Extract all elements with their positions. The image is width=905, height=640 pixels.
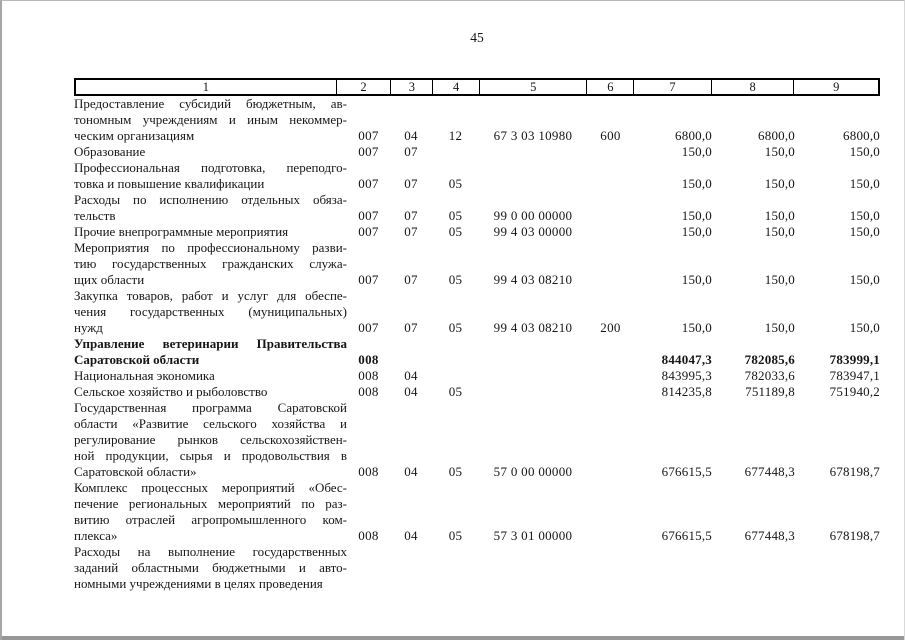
row-cell-c4: 05 bbox=[448, 464, 463, 479]
row-cell-c8: 150,0 bbox=[764, 208, 795, 223]
row-cell-c5 bbox=[479, 384, 587, 400]
row-cell-c4: 05 bbox=[448, 176, 463, 191]
row-cell-c3: 04 bbox=[404, 464, 418, 479]
row-cell-c7: 676615,5 bbox=[661, 528, 712, 543]
row-cell-c6 bbox=[587, 240, 634, 288]
row-cell-c9: 678198,7 bbox=[829, 464, 880, 479]
row-cell-c9 bbox=[795, 544, 880, 592]
row-title-cell bbox=[74, 544, 347, 592]
row-cell-c9: 783947,1 bbox=[829, 368, 880, 383]
row-cell-c6 bbox=[587, 400, 634, 480]
table-row bbox=[74, 384, 880, 400]
table-row bbox=[74, 240, 880, 288]
row-title-cell bbox=[74, 240, 347, 288]
row-cell-c3: 07 bbox=[404, 320, 418, 335]
row-cell-c2: 007 bbox=[358, 128, 379, 143]
row-cell-c2: 008 bbox=[358, 464, 379, 479]
table-row bbox=[74, 400, 880, 480]
row-cell-c2: 008 bbox=[358, 384, 379, 399]
row-cell-c4 bbox=[432, 544, 479, 592]
row-cell-c4 bbox=[432, 336, 479, 368]
table-row bbox=[74, 160, 880, 192]
row-title-line: Управление ветеринарии Правительства bbox=[74, 336, 347, 351]
row-cell-c2 bbox=[347, 544, 390, 592]
row-cell-c2: 007 bbox=[358, 272, 379, 287]
row-cell-c5: 57 0 00 00000 bbox=[493, 464, 573, 479]
row-cell-c7: 844047,3 bbox=[661, 352, 712, 367]
header-cell-5: 5 bbox=[479, 80, 586, 94]
row-title-cell bbox=[74, 400, 347, 480]
row-title-line: щих области bbox=[74, 272, 145, 287]
row-title-line: Саратовской области bbox=[74, 352, 200, 367]
row-cell-c4: 05 bbox=[448, 384, 463, 399]
row-cell-c9: 150,0 bbox=[849, 272, 880, 287]
table-row bbox=[74, 336, 880, 368]
table-body-table bbox=[74, 96, 880, 592]
table-body bbox=[74, 96, 880, 592]
row-cell-c5: 99 4 03 00000 bbox=[493, 224, 573, 239]
row-cell-c8: 150,0 bbox=[764, 320, 795, 335]
row-cell-c8: 150,0 bbox=[764, 144, 795, 159]
row-cell-c2: 008 bbox=[358, 368, 379, 383]
row-title-line: печение региональных мероприятий по раз- bbox=[74, 496, 347, 511]
row-title-line: плекса» bbox=[74, 528, 118, 543]
row-cell-c5 bbox=[479, 544, 587, 592]
row-cell-c8 bbox=[712, 544, 795, 592]
row-title-cell bbox=[74, 384, 347, 400]
row-cell-c3 bbox=[390, 544, 432, 592]
row-title-line: витию отраслей агропромышленного ком- bbox=[74, 512, 347, 527]
row-cell-c5: 99 4 03 08210 bbox=[493, 320, 573, 335]
row-title-line: тельств bbox=[74, 208, 116, 223]
row-cell-c4 bbox=[432, 144, 479, 160]
header-cell-6: 6 bbox=[586, 80, 633, 94]
table-row bbox=[74, 96, 880, 144]
row-title-cell bbox=[74, 480, 347, 544]
header-cell-4: 4 bbox=[432, 80, 479, 94]
row-title-line: ной продукции, сырья и продовольствия в bbox=[74, 448, 347, 463]
row-cell-c4: 05 bbox=[448, 272, 463, 287]
row-title-cell bbox=[74, 336, 347, 368]
row-cell-c6 bbox=[587, 160, 634, 192]
row-cell-c7: 150,0 bbox=[681, 320, 712, 335]
row-cell-c3: 07 bbox=[404, 208, 418, 223]
row-cell-c8: 677448,3 bbox=[744, 464, 795, 479]
row-cell-c6: 200 bbox=[600, 320, 621, 335]
row-title-line: товка и повышение квалификации bbox=[74, 176, 265, 191]
row-cell-c6 bbox=[587, 544, 634, 592]
row-cell-c7: 150,0 bbox=[681, 272, 712, 287]
row-cell-c5 bbox=[479, 144, 587, 160]
row-cell-c4 bbox=[432, 368, 479, 384]
row-title-line: Национальная экономика bbox=[74, 368, 215, 383]
row-cell-c7: 150,0 bbox=[681, 224, 712, 239]
row-cell-c6 bbox=[587, 368, 634, 384]
row-cell-c4: 05 bbox=[448, 528, 463, 543]
row-cell-c8: 6800,0 bbox=[758, 128, 795, 143]
table-row bbox=[74, 288, 880, 336]
row-cell-c2: 007 bbox=[358, 144, 379, 159]
row-cell-c9: 783999,1 bbox=[829, 352, 880, 367]
row-title-cell bbox=[74, 224, 347, 240]
row-title-line: чения государственных (муниципальных) bbox=[74, 304, 347, 319]
row-cell-c3: 04 bbox=[404, 128, 418, 143]
row-cell-c9: 678198,7 bbox=[829, 528, 880, 543]
row-cell-c5 bbox=[479, 160, 587, 192]
row-cell-c9: 751940,2 bbox=[829, 384, 880, 399]
budget-table bbox=[74, 78, 880, 592]
row-cell-c5: 99 0 00 00000 bbox=[493, 208, 573, 223]
row-cell-c3: 07 bbox=[404, 272, 418, 287]
table-header bbox=[74, 78, 880, 96]
row-cell-c2: 008 bbox=[358, 352, 379, 367]
table-row bbox=[74, 480, 880, 544]
row-cell-c6 bbox=[587, 192, 634, 224]
row-cell-c6 bbox=[587, 224, 634, 240]
row-cell-c8: 782033,6 bbox=[744, 368, 795, 383]
window-bottom-edge bbox=[2, 636, 904, 640]
row-title-line: тономным учреждениям и иным некоммер- bbox=[74, 112, 347, 127]
header-cell-2: 2 bbox=[336, 80, 391, 94]
row-title-line: Государственная программа Саратовской bbox=[74, 400, 347, 415]
row-cell-c8: 677448,3 bbox=[744, 528, 795, 543]
row-cell-c5: 99 4 03 08210 bbox=[493, 272, 573, 287]
row-title-line: ческим организациям bbox=[74, 128, 195, 143]
row-cell-c9: 150,0 bbox=[849, 176, 880, 191]
header-cell-1: 1 bbox=[202, 79, 209, 94]
row-cell-c5: 67 3 03 10980 bbox=[493, 128, 573, 143]
row-title-cell bbox=[74, 368, 347, 384]
row-cell-c8: 751189,8 bbox=[745, 384, 795, 399]
row-cell-c2: 007 bbox=[358, 320, 379, 335]
row-cell-c4: 05 bbox=[448, 320, 463, 335]
row-title-cell bbox=[74, 192, 347, 224]
row-cell-c6 bbox=[587, 480, 634, 544]
table-row bbox=[74, 144, 880, 160]
row-cell-c3: 07 bbox=[404, 176, 418, 191]
row-title-line: Закупка товаров, работ и услуг для обеспе- bbox=[74, 288, 347, 303]
row-title-line: номными учреждениями в целях проведения bbox=[74, 576, 323, 591]
row-cell-c4: 12 bbox=[448, 128, 463, 143]
row-cell-c7: 814235,8 bbox=[661, 384, 712, 399]
row-cell-c9: 150,0 bbox=[849, 320, 880, 335]
row-title-cell bbox=[74, 96, 347, 144]
row-title-line: Предоставление субсидий бюджетным, ав- bbox=[74, 96, 347, 111]
row-cell-c3 bbox=[390, 336, 432, 368]
row-cell-c5: 57 3 01 00000 bbox=[493, 528, 573, 543]
row-title-line: нужд bbox=[74, 320, 103, 335]
row-cell-c2: 007 bbox=[358, 208, 379, 223]
row-title-cell bbox=[74, 160, 347, 192]
header-cell-7: 7 bbox=[633, 80, 711, 94]
row-cell-c3: 04 bbox=[404, 384, 418, 399]
row-cell-c2: 008 bbox=[358, 528, 379, 543]
row-title-line: области «Развитие сельского хозяйства и bbox=[74, 416, 347, 431]
row-title-line: Прочие внепрограммные мероприятия bbox=[74, 224, 289, 239]
table-row bbox=[74, 544, 880, 592]
row-cell-c7: 150,0 bbox=[681, 176, 712, 191]
row-cell-c8: 782085,6 bbox=[744, 352, 795, 367]
header-cell-9: 9 bbox=[793, 80, 878, 94]
row-cell-c8: 150,0 bbox=[764, 272, 795, 287]
row-title-line: Комплекс процессных мероприятий «Обес- bbox=[74, 480, 347, 495]
row-cell-c9: 150,0 bbox=[849, 144, 880, 159]
row-cell-c6: 600 bbox=[600, 128, 621, 143]
row-title-line: Расходы по исполнению отдельных обяза- bbox=[74, 192, 347, 207]
page-number: 45 bbox=[470, 30, 484, 45]
row-cell-c3: 07 bbox=[404, 144, 418, 159]
row-cell-c7: 843995,3 bbox=[661, 368, 712, 383]
header-cell-3: 3 bbox=[390, 80, 432, 94]
row-cell-c6 bbox=[587, 144, 634, 160]
table-row bbox=[74, 192, 880, 224]
row-cell-c7: 6800,0 bbox=[675, 128, 712, 143]
row-cell-c9: 6800,0 bbox=[843, 128, 880, 143]
row-cell-c3: 04 bbox=[404, 528, 418, 543]
row-cell-c3: 04 bbox=[404, 368, 418, 383]
row-cell-c6 bbox=[587, 384, 634, 400]
row-cell-c3: 07 bbox=[404, 224, 418, 239]
row-cell-c7: 676615,5 bbox=[661, 464, 712, 479]
row-cell-c8: 150,0 bbox=[764, 176, 795, 191]
row-cell-c5 bbox=[479, 368, 587, 384]
row-cell-c8: 150,0 bbox=[764, 224, 795, 239]
row-title-line: Образование bbox=[74, 144, 146, 159]
row-cell-c7: 150,0 bbox=[681, 144, 712, 159]
row-title-line: Расходы на выполнение государственных bbox=[74, 544, 347, 559]
row-title-line: Профессиональная подготовка, переподго- bbox=[74, 160, 347, 175]
row-cell-c5 bbox=[479, 336, 587, 368]
row-cell-c4: 05 bbox=[448, 224, 463, 239]
row-title-line: Саратовской области» bbox=[74, 464, 197, 479]
row-cell-c7 bbox=[634, 544, 712, 592]
header-cell-8: 8 bbox=[711, 80, 794, 94]
row-title-line: регулирование рынков сельскохозяйствен- bbox=[74, 432, 347, 447]
row-cell-c2: 007 bbox=[358, 224, 379, 239]
row-title-line: Сельское хозяйство и рыболовство bbox=[74, 384, 268, 399]
row-cell-c2: 007 bbox=[358, 176, 379, 191]
row-title-line: заданий областными бюджетными и авто- bbox=[74, 560, 347, 575]
row-title-cell bbox=[74, 144, 347, 160]
table-row bbox=[74, 224, 880, 240]
row-cell-c9: 150,0 bbox=[849, 224, 880, 239]
table-row bbox=[74, 368, 880, 384]
row-title-line: тию государственных гражданских служа- bbox=[74, 256, 347, 271]
row-cell-c6 bbox=[587, 336, 634, 368]
row-title-line: Мероприятия по профессиональному разви- bbox=[74, 240, 347, 255]
row-cell-c7: 150,0 bbox=[681, 208, 712, 223]
row-cell-c9: 150,0 bbox=[849, 208, 880, 223]
row-cell-c4: 05 bbox=[448, 208, 463, 223]
row-title-cell bbox=[74, 288, 347, 336]
